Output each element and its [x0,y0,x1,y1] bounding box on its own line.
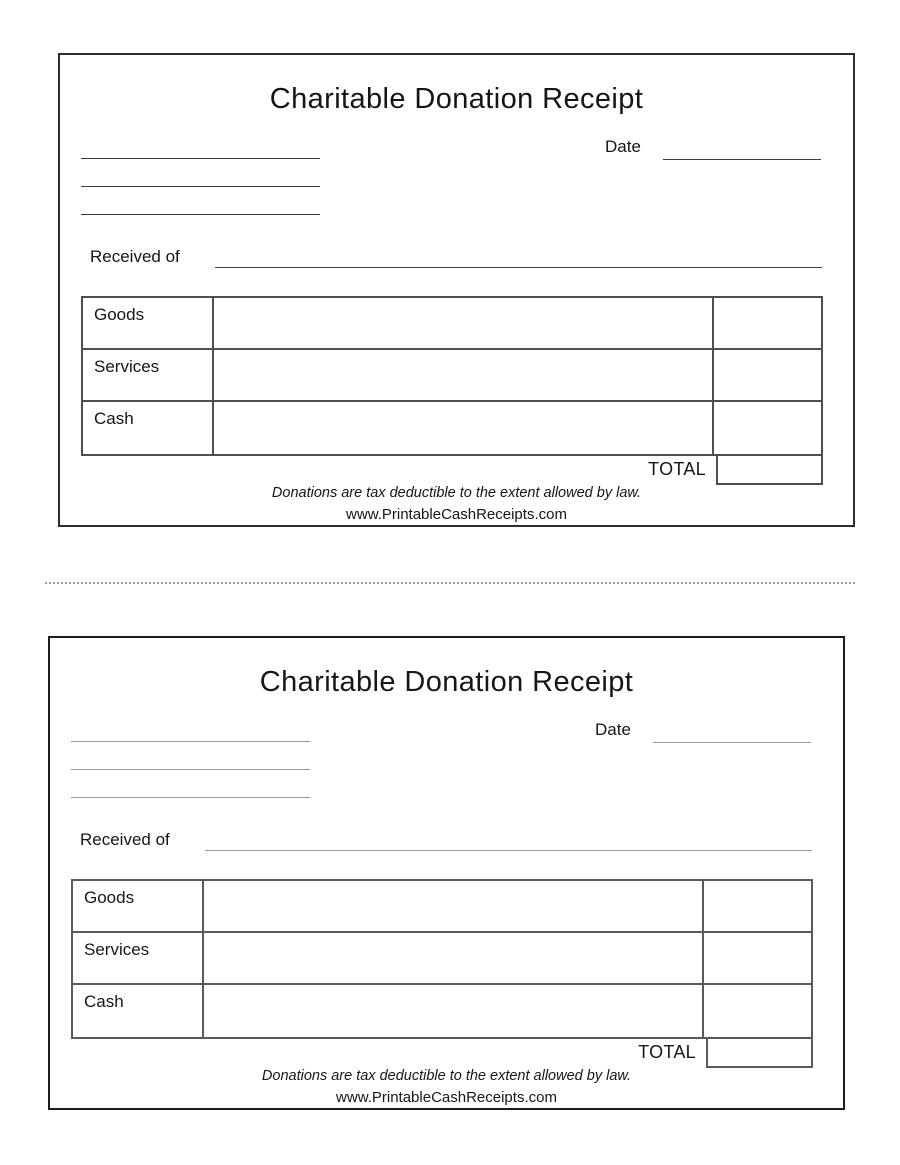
services-description-cell [214,350,714,402]
received-of-label: Received of [90,247,180,266]
cash-description-cell [204,985,704,1037]
total-amount-cell [716,456,823,485]
blank-fill-line-1 [71,741,310,742]
cash-description-cell [214,402,714,454]
blank-fill-line-3 [71,797,310,798]
donation-receipt-top [58,53,855,527]
services-label-cell: Services [83,350,214,402]
tax-disclaimer-text: Donations are tax deductible to the extent allowed by law. [271,485,642,501]
cash-label-cell: Cash [73,985,204,1037]
received-of-fill-line [215,267,822,268]
donation-receipt-bottom [48,636,845,1110]
date-label: Date [605,137,641,156]
goods-amount-cell [704,881,811,933]
tax-disclaimer-text: Donations are tax deductible to the extent allowed by law. [261,1068,632,1084]
goods-description-cell [214,298,714,350]
services-amount-cell [714,350,821,402]
services-description-cell [204,933,704,985]
total-amount-cell [706,1039,813,1068]
receipt-title: Charitable Donation Receipt [259,666,634,698]
receipt-title: Charitable Donation Receipt [269,83,644,115]
goods-amount-cell [714,298,821,350]
website-text: www.PrintableCashReceipts.com [336,1089,557,1106]
cash-label-cell: Cash [83,402,214,454]
cash-amount-cell [714,402,821,454]
services-label-cell: Services [73,933,204,985]
blank-fill-line-2 [81,186,320,187]
cash-amount-cell [704,985,811,1037]
blank-fill-line-1 [81,158,320,159]
date-label: Date [595,720,631,739]
tear-divider [45,582,855,584]
blank-fill-line-3 [81,214,320,215]
donation-table [81,296,823,456]
date-fill-line [663,159,821,160]
donation-table [71,879,813,1039]
date-fill-line [653,742,811,743]
goods-label-cell: Goods [83,298,214,350]
goods-description-cell [204,881,704,933]
blank-fill-line-2 [71,769,310,770]
received-of-label: Received of [80,830,170,849]
received-of-fill-line [205,850,812,851]
goods-label-cell: Goods [73,881,204,933]
services-amount-cell [704,933,811,985]
website-text: www.PrintableCashReceipts.com [346,506,567,523]
total-label: TOTAL [638,1042,696,1062]
total-label: TOTAL [648,459,706,479]
